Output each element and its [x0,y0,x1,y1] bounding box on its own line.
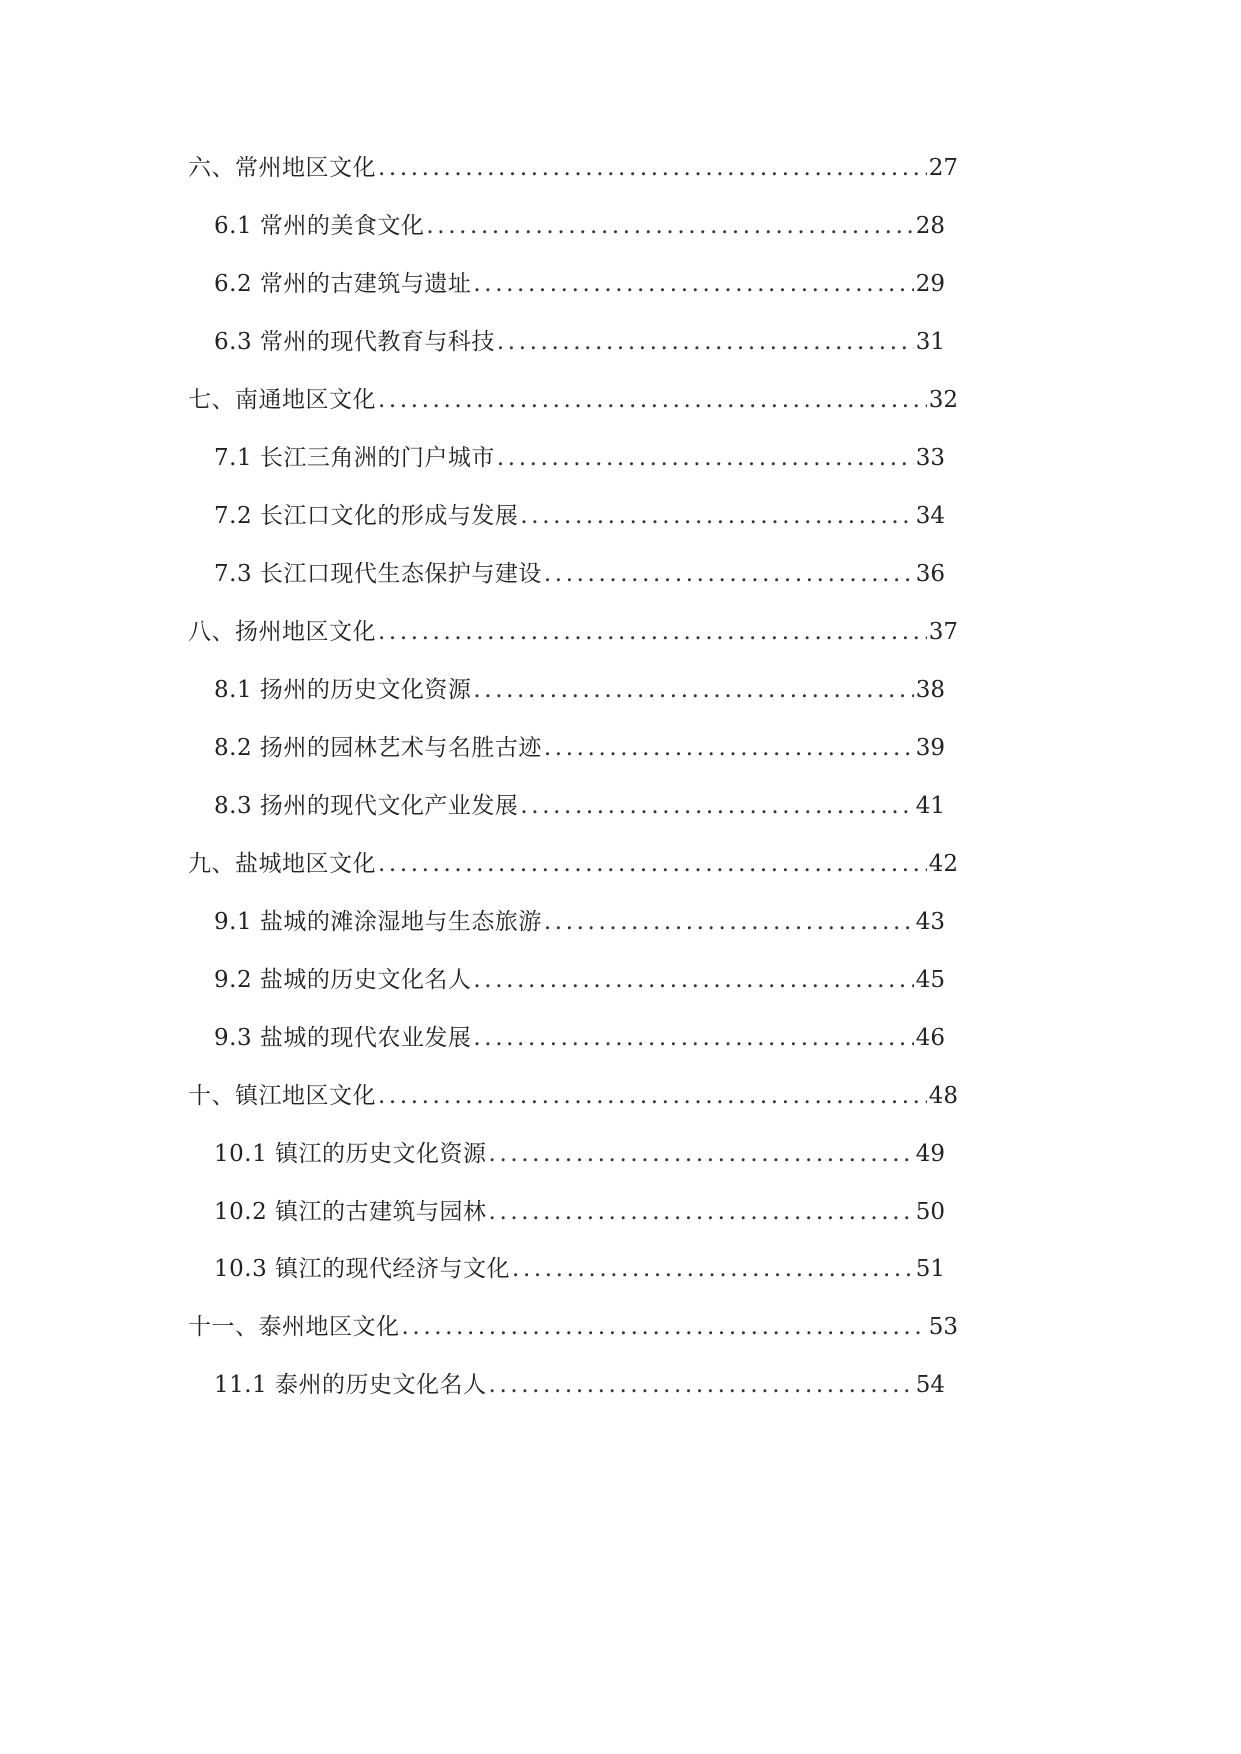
dot-leader [376,844,927,884]
toc-page-number: 42 [928,851,958,877]
toc-entry-title: 7.3 长江口现代生态保护与建设 [214,561,542,587]
toc-entry-title: 10.1 镇江的历史文化资源 [214,1141,487,1167]
toc-entry-section[interactable] [214,1018,945,1058]
toc-page-number: 54 [915,1372,945,1398]
toc-page-number: 33 [915,445,945,471]
toc-page-number: 31 [915,329,945,355]
toc-entry-title: 九、盐城地区文化 [188,851,376,877]
toc-entry-chapter[interactable] [188,1076,958,1116]
dot-leader [495,322,914,362]
dot-leader [487,1365,914,1405]
toc-page-number: 49 [915,1141,945,1167]
dot-leader [376,1076,927,1116]
toc-page-number: 41 [915,793,945,819]
toc-entry-title: 10.3 镇江的现代经济与文化 [214,1256,511,1282]
toc-entry-title: 十、镇江地区文化 [188,1083,376,1109]
toc-entry-section[interactable] [214,960,945,1000]
toc-entry-chapter[interactable] [188,148,958,188]
toc-entry-title: 6.3 常州的现代教育与科技 [214,329,495,355]
toc-entry-section[interactable] [214,902,945,942]
toc-page-number: 48 [928,1083,958,1109]
toc-entry-section[interactable] [214,1134,945,1174]
toc-entry-section[interactable] [214,322,945,362]
toc-page-number: 27 [928,155,958,181]
toc-page-number: 43 [915,909,945,935]
toc-entry-section[interactable] [214,1365,945,1405]
dot-leader [376,380,927,420]
toc-entry-title: 6.1 常州的美食文化 [214,213,425,239]
toc-page-number: 37 [928,619,958,645]
dot-leader [487,1192,914,1232]
toc-entry-section[interactable] [214,1249,945,1289]
toc-page-number: 50 [915,1199,945,1225]
toc-entry-section[interactable] [214,264,945,304]
toc-entry-title: 十一、泰州地区文化 [188,1314,400,1340]
toc-entry-section[interactable] [214,670,945,710]
dot-leader [376,612,927,652]
toc-entry-title: 7.1 长江三角洲的门户城市 [214,445,495,471]
dot-leader [471,1018,913,1058]
dot-leader [518,496,913,536]
toc-page-number: 46 [915,1025,945,1051]
toc-page-number: 45 [915,967,945,993]
toc-page-number: 34 [915,503,945,529]
toc-entry-section[interactable] [214,728,945,768]
toc-entry-section[interactable] [214,786,945,826]
toc-entry-section[interactable] [214,1192,945,1232]
toc-entry-title: 8.1 扬州的历史文化资源 [214,677,472,703]
toc-entry-title: 7.2 长江口文化的形成与发展 [214,503,519,529]
toc-entry-title: 9.1 盐城的滩涂湿地与生态旅游 [214,909,542,935]
toc-page-number: 32 [928,387,958,413]
toc-entry-title: 6.2 常州的古建筑与遗址 [214,271,472,297]
dot-leader [495,438,914,478]
toc-entry-title: 八、扬州地区文化 [188,619,376,645]
toc-entry-title: 9.3 盐城的现代农业发展 [214,1025,472,1051]
toc-page-number: 53 [928,1314,958,1340]
toc-entry-title: 七、南通地区文化 [188,387,376,413]
toc-page-number: 51 [915,1256,945,1282]
toc-page-number: 28 [915,213,945,239]
toc-entry-section[interactable] [214,554,945,594]
dot-leader [542,902,914,942]
toc-page-number: 39 [915,735,945,761]
toc-entry-title: 11.1 泰州的历史文化名人 [214,1372,487,1398]
toc-page-number: 38 [915,677,945,703]
dot-leader [518,786,913,826]
dot-leader [471,264,913,304]
dot-leader [471,670,913,710]
toc-entry-section[interactable] [214,438,945,478]
toc-entry-title: 8.2 扬州的园林艺术与名胜古迹 [214,735,542,761]
dot-leader [400,1307,927,1347]
dot-leader [487,1134,914,1174]
dot-leader [471,960,913,1000]
toc-entry-title: 六、常州地区文化 [188,155,376,181]
toc-entry-section[interactable] [214,206,945,246]
toc-entry-title: 8.3 扬州的现代文化产业发展 [214,793,519,819]
toc-entry-title: 9.2 盐城的历史文化名人 [214,967,472,993]
toc-entry-chapter[interactable] [188,612,958,652]
toc-entry-section[interactable] [214,496,945,536]
dot-leader [424,206,913,246]
toc-entry-chapter[interactable] [188,380,958,420]
dot-leader [542,728,914,768]
toc-page-number: 36 [915,561,945,587]
toc-page-number: 29 [915,271,945,297]
toc-entry-chapter[interactable] [188,844,958,884]
dot-leader [510,1249,914,1289]
dot-leader [376,148,927,188]
dot-leader [542,554,914,594]
toc-entry-chapter[interactable] [188,1307,958,1347]
toc-entry-title: 10.2 镇江的古建筑与园林 [214,1199,487,1225]
